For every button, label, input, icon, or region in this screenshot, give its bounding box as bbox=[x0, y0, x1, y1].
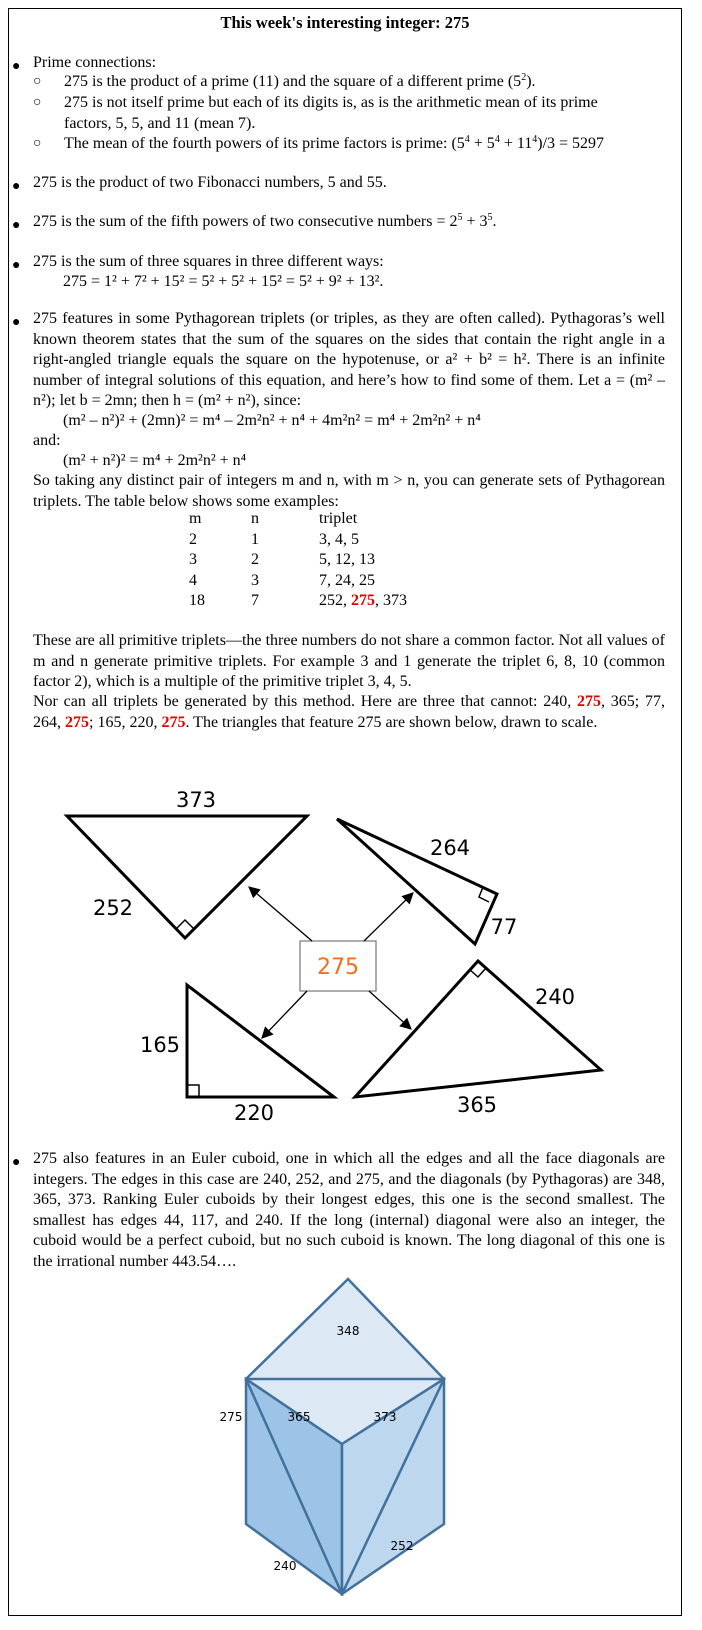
side-label: 264 bbox=[429, 836, 471, 860]
pythagorean-paragraph: 275 features in some Pythagorean triplets (or triples, as they are often called). Pythagoras’s well known theorem states that the sum of the squares on the sides that contain the right angle in a right-angled triangle equals the square on the hypotenuse, or a² + b² = h². There is an infinite number of integral solutions of this equation, and here’s how to find some of them. Let a = (m² – n²); let b = 2mn; then h = (m² + n²), since: bbox=[33, 310, 665, 409]
side-label: 240 bbox=[534, 985, 576, 1009]
fibonacci-text: 275 is the product of two Fibonacci numbers, 5 and 55. bbox=[33, 174, 387, 191]
table-header: triplet bbox=[319, 510, 358, 528]
edge-label: 252 bbox=[390, 1539, 414, 1553]
table-cell: 2 bbox=[251, 551, 259, 569]
table-cell: 1 bbox=[251, 530, 259, 548]
arrow bbox=[369, 991, 411, 1029]
table-header: m bbox=[189, 510, 202, 528]
pythagorean-equation-2: (m² + n²)² = m⁴ + 2m²n² + n⁴ bbox=[63, 452, 247, 469]
prime-heading: Prime connections: bbox=[33, 54, 157, 71]
bullet-marker: ● bbox=[12, 218, 21, 233]
three-squares-text: 275 is the sum of three squares in three different ways: bbox=[33, 253, 384, 270]
triplet-table bbox=[189, 509, 407, 612]
sub-bullet-marker: ○ bbox=[33, 74, 42, 89]
arrow bbox=[262, 991, 307, 1038]
side-label: 365 bbox=[456, 1093, 498, 1117]
table-cell: 3 bbox=[189, 551, 197, 569]
side-label: 252 bbox=[92, 896, 134, 920]
diagonal-label: 373 bbox=[373, 1410, 397, 1424]
side-label: 220 bbox=[233, 1101, 275, 1125]
table-cell: 7, 24, 25 bbox=[319, 571, 375, 589]
fifth-powers-text: 275 is the sum of the fifth powers of two consecutive numbers = $2^5 + 3^5$. bbox=[33, 212, 497, 230]
table-cell: 7 bbox=[251, 592, 259, 610]
table-cell: 4 bbox=[189, 571, 197, 589]
table-cell: 5, 12, 13 bbox=[319, 551, 375, 569]
right-angle-mark bbox=[187, 1085, 199, 1097]
edge-label: 240 bbox=[273, 1559, 297, 1573]
pythagorean-paragraph-2: So taking any distinct pair of integers m and n, with m > n, you can generate sets of Pythagorean triplets. The table below shows some examples: bbox=[33, 472, 665, 510]
table-cell: 3 bbox=[251, 571, 259, 589]
bullet-marker: ● bbox=[12, 59, 21, 74]
non-generated-paragraph: Nor can all triplets be generated by this method. Here are three that cannot: 240, 275, 365; 77, 264, 275; 165, 220, 275. The triangles that feature 275 are shown below, drawn to scale. bbox=[33, 693, 665, 731]
triangle-264-77 bbox=[337, 819, 497, 944]
table-cell: 3, 4, 5 bbox=[319, 530, 359, 548]
pythagorean-equation-1: (m² – n²)² + (2mn)² = m⁴ – 2m²n² + n⁴ + 4m²n² = m⁴ + 2m²n² + n⁴ bbox=[63, 412, 481, 429]
triangles-diagram bbox=[9, 779, 681, 1129]
table-row bbox=[189, 571, 407, 592]
page-title: This week's interesting integer: 275 bbox=[220, 13, 470, 32]
triangle-165-220 bbox=[187, 985, 334, 1097]
table-cell: 2 bbox=[189, 530, 197, 548]
table-row bbox=[189, 591, 407, 612]
triangle-240-365 bbox=[355, 961, 601, 1097]
table-header: n bbox=[251, 510, 259, 528]
bullet-marker: ● bbox=[12, 315, 21, 330]
arrow bbox=[249, 887, 312, 941]
three-squares-equation: 275 = 1² + 7² + 15² = 5² + 5² + 15² = 5² + 9² + 13². bbox=[63, 273, 384, 290]
center-number: 275 bbox=[317, 955, 359, 980]
diagonal-label: 365 bbox=[287, 1410, 311, 1424]
prime-point-2: 275 is not itself prime but each of its digits is, as is the arithmetic mean of its prime factors, 5, 5, and 11 (mean 7). bbox=[64, 94, 598, 132]
table-row bbox=[189, 530, 407, 551]
and-label: and: bbox=[33, 432, 61, 449]
sub-bullet-marker: ○ bbox=[33, 136, 42, 151]
sub-bullet-marker: ○ bbox=[33, 95, 42, 110]
bullet-marker: ● bbox=[12, 179, 21, 194]
arrow bbox=[364, 893, 413, 941]
primitive-paragraph: These are all primitive triplets—the three numbers do not share a common factor. Not all values of m and n generate primitive triplets. For example 3 and 1 generate the triplet 6, 8, 10 (common factor 2), which is a multiple of the primitive triplet 3, 4, 5. bbox=[33, 632, 665, 690]
table-row bbox=[189, 550, 407, 571]
bullet-marker: ● bbox=[12, 1155, 21, 1170]
edge-label: 275 bbox=[219, 1410, 243, 1424]
euler-cuboid-diagram bbox=[9, 1259, 681, 1609]
side-label: 373 bbox=[175, 788, 217, 812]
table-cell: 18 bbox=[189, 592, 205, 610]
right-angle-mark bbox=[176, 920, 194, 929]
bullet-marker: ● bbox=[12, 258, 21, 273]
prime-point-3: The mean of the fourth powers of its prime factors is prime: $(5^4 + 5^4 + 11^4)/3 = 5297$ bbox=[64, 134, 605, 152]
page-frame bbox=[8, 8, 682, 1616]
side-label: 77 bbox=[490, 915, 518, 939]
table-header-row bbox=[189, 509, 407, 530]
diagonal-label: 348 bbox=[336, 1324, 360, 1338]
table-cell: 252, 275, 373 bbox=[319, 592, 407, 610]
prime-point-1: 275 is the product of a prime (11) and the square of a different prime $(5^2)$. bbox=[64, 72, 536, 90]
side-label: 165 bbox=[139, 1033, 181, 1057]
euler-cuboid-paragraph: 275 also features in an Euler cuboid, one in which all the edges and all the face diagonals are integers. The edges in this case are 240, 252, and 275, and the diagonals (by Pythagoras) are 348, 365, 373. Ranking Euler cuboids by their longest edges, this one is the second smallest. The smallest has edges 44, 117, and 240. If the long (internal) diagonal were also an integer, the cuboid would be a perfect cuboid, but no such cuboid is known. The long diagonal of this one is the irrational number 443.54…. bbox=[33, 1150, 665, 1270]
